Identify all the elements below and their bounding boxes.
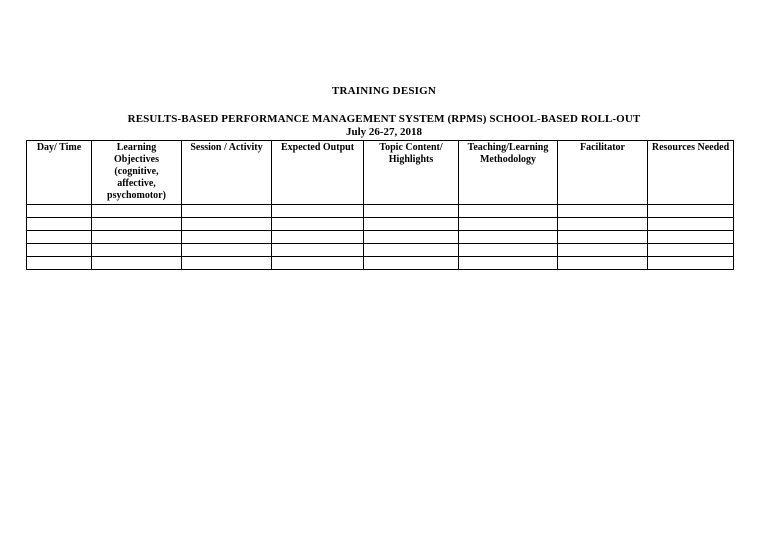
header-facilitator: Facilitator <box>558 141 648 205</box>
table-cell[interactable] <box>27 205 92 218</box>
table-cell[interactable] <box>648 218 734 231</box>
header-learning-objectives: Learning Objectives (cognitive, affective, psychomotor) <box>92 141 182 205</box>
table-cell[interactable] <box>182 218 272 231</box>
table-cell[interactable] <box>92 231 182 244</box>
table-cell[interactable] <box>459 244 558 257</box>
header-day-time: Day/ Time <box>27 141 92 205</box>
header-expected-output: Expected Output <box>272 141 364 205</box>
table-cell[interactable] <box>27 231 92 244</box>
table-cell[interactable] <box>27 257 92 270</box>
table-row <box>27 218 734 231</box>
table-cell[interactable] <box>92 205 182 218</box>
table-cell[interactable] <box>272 257 364 270</box>
table-cell[interactable] <box>364 205 459 218</box>
table-cell[interactable] <box>182 244 272 257</box>
table-cell[interactable] <box>27 244 92 257</box>
table-cell[interactable] <box>27 218 92 231</box>
table-cell[interactable] <box>558 218 648 231</box>
header-topic-content: Topic Content/ Highlights <box>364 141 459 205</box>
table-row <box>27 257 734 270</box>
table-cell[interactable] <box>648 244 734 257</box>
table-cell[interactable] <box>182 205 272 218</box>
document-subtitle: RESULTS-BASED PERFORMANCE MANAGEMENT SYSTEM (RPMS) SCHOOL-BASED ROLL-OUT <box>127 113 641 125</box>
table-cell[interactable] <box>182 257 272 270</box>
table-cell[interactable] <box>459 257 558 270</box>
table-cell[interactable] <box>92 218 182 231</box>
table-cell[interactable] <box>92 257 182 270</box>
table-cell[interactable] <box>272 244 364 257</box>
table-cell[interactable] <box>92 244 182 257</box>
header-methodology: Teaching/Learning Methodology <box>459 141 558 205</box>
header-session-activity: Session / Activity <box>182 141 272 205</box>
table-cell[interactable] <box>364 231 459 244</box>
table-row <box>27 231 734 244</box>
document-date: July 26-27, 2018 <box>345 126 423 138</box>
table-cell[interactable] <box>459 231 558 244</box>
table-cell[interactable] <box>648 205 734 218</box>
table-cell[interactable] <box>272 205 364 218</box>
table-cell[interactable] <box>558 244 648 257</box>
table-cell[interactable] <box>558 231 648 244</box>
table-cell[interactable] <box>364 257 459 270</box>
training-design-table <box>26 140 734 270</box>
table-cell[interactable] <box>648 257 734 270</box>
table-cell[interactable] <box>459 205 558 218</box>
table-row <box>27 205 734 218</box>
table-cell[interactable] <box>558 257 648 270</box>
table-header-row <box>27 141 734 205</box>
header-resources-needed: Resources Needed <box>648 141 734 205</box>
table-cell[interactable] <box>648 231 734 244</box>
table-row <box>27 244 734 257</box>
table-cell[interactable] <box>272 231 364 244</box>
table-cell[interactable] <box>459 218 558 231</box>
table-cell[interactable] <box>272 218 364 231</box>
document-title: TRAINING DESIGN <box>331 85 437 97</box>
table-cell[interactable] <box>182 231 272 244</box>
table-cell[interactable] <box>364 244 459 257</box>
table-cell[interactable] <box>364 218 459 231</box>
table-cell[interactable] <box>558 205 648 218</box>
